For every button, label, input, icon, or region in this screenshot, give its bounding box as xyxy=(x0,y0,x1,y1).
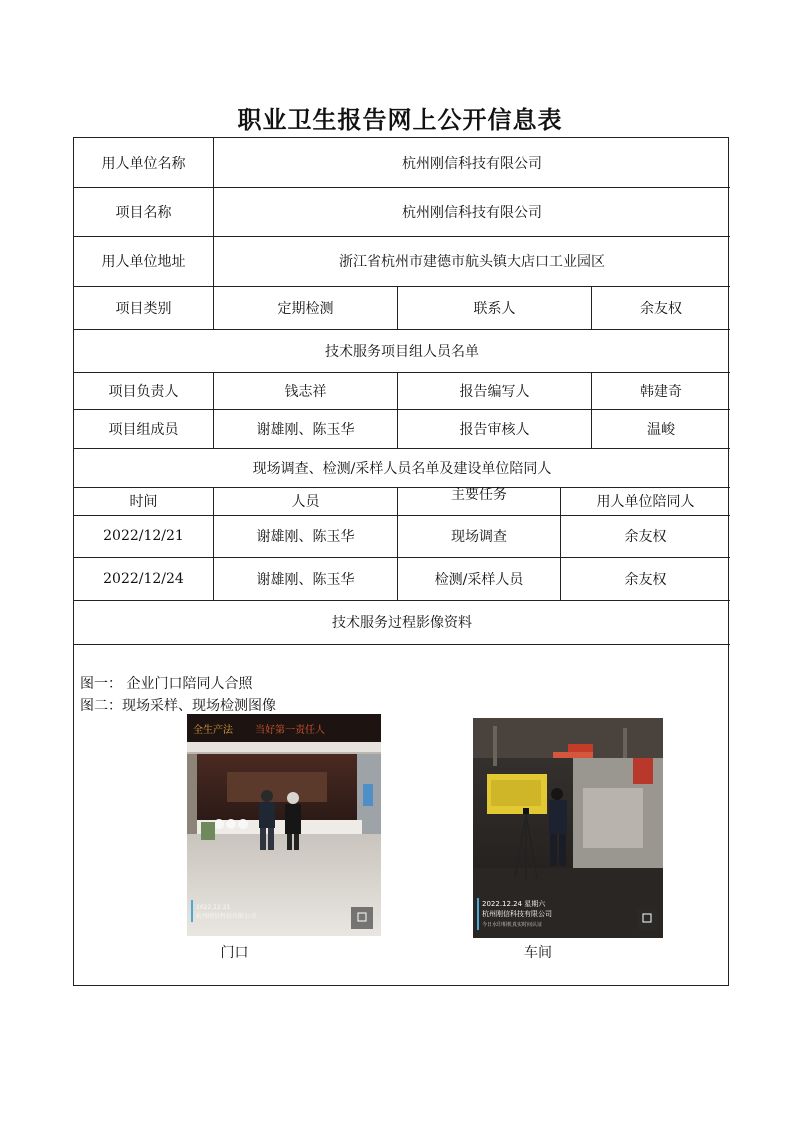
project-type-label: 项目类别 xyxy=(115,300,172,317)
reviewer-label: 报告审核人 xyxy=(459,421,530,438)
workshop-watermark-company: 杭州刚信科技有限公司 xyxy=(482,910,552,918)
contact-value: 余友权 xyxy=(640,300,682,317)
workshop-photo xyxy=(473,718,663,938)
door-banner-mid: 当好第一责任人 xyxy=(255,725,325,736)
images-section-heading: 技术服务过程影像资料 xyxy=(332,615,472,631)
writer-label: 报告编写人 xyxy=(459,383,530,400)
table-row-1-time: 2022/12/21 xyxy=(103,528,184,544)
door-watermark-company: 杭州刚信科技有限公司 xyxy=(196,913,257,920)
figure-1-caption: 图一： 企业门口陪同人合照 xyxy=(80,676,253,692)
page-title: 职业卫生报告网上公开信息表 xyxy=(237,105,563,134)
contact-label: 联系人 xyxy=(473,300,516,317)
table-row-1-task: 现场调查 xyxy=(451,529,507,545)
employer-address-value: 浙江省杭州市建德市航头镇大店口工业园区 xyxy=(339,254,605,270)
table-row-2-companion: 余友权 xyxy=(624,571,667,588)
header-staff: 人员 xyxy=(291,494,320,510)
door-watermark-date: 2022.12.21 xyxy=(196,904,231,911)
workshop-watermark-date: 2022.12.24 星期六 xyxy=(482,900,546,908)
team-section-heading: 技术服务项目组人员名单 xyxy=(325,343,479,360)
table-row-2-task: 检测/采样人员 xyxy=(434,571,524,588)
workshop-watermark-note: 今日水印相机真实时间认证 xyxy=(482,922,543,928)
figure-2-caption: 图二：现场采样、现场检测图像 xyxy=(80,698,276,714)
employer-name-value: 杭州刚信科技有限公司 xyxy=(402,155,542,172)
survey-section-heading: 现场调查、检测/采样人员名单及建设单位陪同人 xyxy=(252,460,552,477)
members-label: 项目组成员 xyxy=(108,421,179,438)
leader-label: 项目负责人 xyxy=(108,383,179,400)
header-companion: 用人单位陪同人 xyxy=(596,494,695,510)
project-name-label: 项目名称 xyxy=(115,204,172,221)
table-row-1-staff: 谢雄刚、陈玉华 xyxy=(256,529,355,545)
reviewer-value: 温峻 xyxy=(647,421,675,438)
header-time: 时间 xyxy=(129,494,158,510)
table-row-2-staff: 谢雄刚、陈玉华 xyxy=(256,571,355,588)
project-type-value: 定期检测 xyxy=(277,300,334,317)
writer-value: 韩建奇 xyxy=(640,383,682,400)
workshop-photo-label: 车间 xyxy=(524,945,552,961)
project-name-value: 杭州刚信科技有限公司 xyxy=(402,204,542,221)
door-photo xyxy=(187,714,381,936)
leader-value: 钱志祥 xyxy=(284,383,327,400)
table-row-1-companion: 余友权 xyxy=(624,529,667,545)
door-photo-label: 门口 xyxy=(220,945,249,961)
door-banner-left: 全生产法 xyxy=(193,725,233,736)
header-task: 主要任务 xyxy=(451,487,507,503)
members-value: 谢雄刚、陈玉华 xyxy=(256,421,355,438)
employer-name-label: 用人单位名称 xyxy=(101,155,186,172)
table-row-2-time: 2022/12/24 xyxy=(103,570,184,587)
employer-address-label: 用人单位地址 xyxy=(101,254,186,270)
